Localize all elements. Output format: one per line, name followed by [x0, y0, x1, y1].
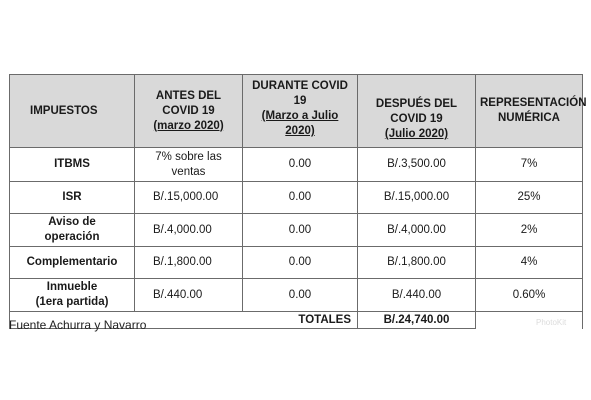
despues-cell: B/.440.00 [358, 279, 476, 312]
despues-cell: B/.15,000.00 [358, 182, 476, 214]
header-despues-line2: COVID 19 [390, 113, 443, 125]
tax-comparison-table [9, 74, 587, 329]
table-row-aviso [10, 214, 583, 247]
despues-cell: B/.1,800.00 [358, 247, 476, 279]
antes-cell [135, 247, 243, 279]
tax-name: ITBMS [54, 158, 90, 170]
antes-value-line1: 7% sobre las [155, 150, 222, 163]
totals-value: B/.24,740.00 [358, 312, 476, 329]
tax-name-line1: Aviso de [48, 216, 96, 228]
tax-name-cell [10, 182, 135, 214]
durante-cell: 0.00 [243, 182, 358, 214]
header-antes-line3: (marzo 2020) [153, 119, 224, 132]
tax-name-line2: (1era partida) [35, 296, 109, 308]
representacion-cell: 25% [476, 182, 583, 214]
durante-cell: 0.00 [243, 148, 358, 182]
source-caption: Fuente Achurra y Navarro [9, 318, 147, 332]
antes-value: B/.440.00 [153, 288, 203, 301]
watermark: PhotoKit [536, 318, 567, 327]
representacion-cell: 2% [476, 214, 583, 247]
header-antes-line1: ANTES DEL [155, 89, 222, 102]
representacion-cell: 7% [476, 148, 583, 182]
header-antes [135, 75, 243, 148]
tax-name-line2: operación [44, 231, 100, 243]
table-row-itbms [10, 148, 583, 182]
despues-cell: B/.3,500.00 [358, 148, 476, 182]
representacion-cell: 0.60% [476, 279, 583, 312]
totals-label: TOTALES [10, 312, 358, 329]
header-durante [243, 75, 358, 148]
table-row-inmueble [10, 279, 583, 312]
tax-name: Complementario [26, 256, 118, 268]
antes-value-line2: ventas [171, 165, 206, 178]
header-durante-line4: 2020) [285, 125, 315, 137]
header-antes-line2: COVID 19 [162, 104, 215, 117]
table-row-isr [10, 182, 583, 214]
antes-cell [135, 182, 243, 214]
tax-name-cell [10, 214, 135, 247]
durante-cell: 0.00 [243, 279, 358, 312]
tax-name-cell [10, 279, 135, 312]
antes-cell [135, 214, 243, 247]
durante-cell: 0.00 [243, 214, 358, 247]
tax-name-cell [10, 247, 135, 279]
durante-cell: 0.00 [243, 247, 358, 279]
tax-name-cell [10, 148, 135, 182]
antes-value: B/.4,000.00 [153, 223, 212, 236]
header-despues-line3: (Julio 2020) [384, 128, 449, 140]
antes-cell [135, 279, 243, 312]
representacion-cell: 4% [476, 247, 583, 279]
header-durante-line2: 19 [293, 95, 307, 107]
header-durante-line3: (Marzo a Julio [261, 110, 339, 122]
header-despues [358, 75, 476, 148]
antes-value: B/.1,800.00 [153, 256, 212, 268]
totals-empty-cell [476, 312, 583, 329]
header-impuestos: IMPUESTOS [10, 75, 135, 148]
header-representacion-line2: NUMÉRICA [498, 112, 560, 124]
table-row-complementario [10, 247, 583, 279]
header-row [10, 75, 583, 148]
header-despues-line1: DESPUÉS DEL [375, 98, 458, 110]
despues-cell: B/.4,000.00 [358, 214, 476, 247]
header-representacion-line1: REPRESENTACIÓN [480, 97, 587, 109]
header-durante-line1: DURANTE COVID [252, 80, 348, 92]
tax-name: ISR [62, 191, 82, 203]
antes-value: B/.15,000.00 [153, 191, 219, 203]
antes-cell [135, 148, 243, 182]
tax-name-line1: Inmueble [46, 281, 98, 293]
header-representacion [476, 75, 587, 148]
